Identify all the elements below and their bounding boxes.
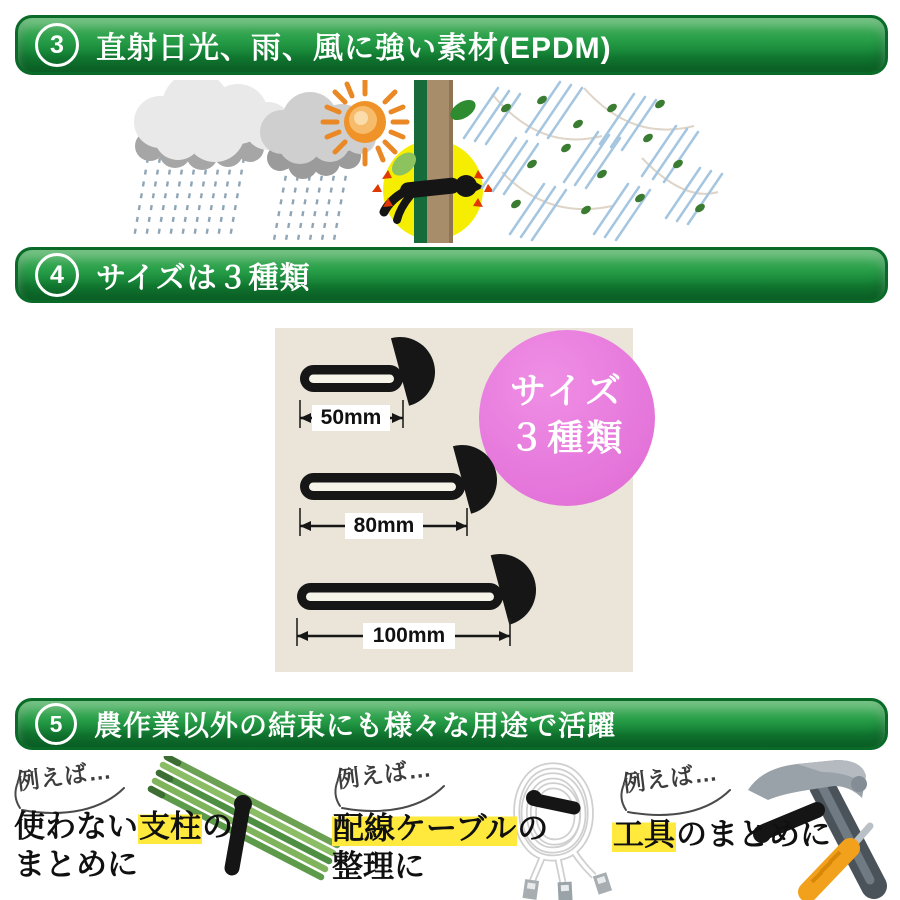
heading-line-1 [332, 810, 548, 848]
size-label-50mm: 50mm [312, 405, 390, 431]
heading-segment: の [517, 811, 549, 846]
tied-branch-icon [372, 80, 494, 243]
wind-icon [464, 82, 722, 240]
example-stakes [10, 756, 325, 900]
section-4-title: サイズは３種類 [96, 262, 311, 295]
example-intro-bubble-text: 例えば… [620, 759, 720, 797]
example-cables [322, 756, 617, 900]
tie-size-diagram [275, 328, 633, 672]
size-variety-line1: サイズ [509, 370, 625, 411]
example-stakes-heading [14, 808, 233, 884]
example-cables-heading [332, 810, 548, 886]
heading-line-2: まとめに [14, 847, 138, 882]
size-variety-line2: ３種類 [508, 417, 626, 458]
section-5-banner [15, 698, 888, 750]
section-4-number-badge: 4 [35, 253, 79, 297]
section-3-banner [15, 15, 888, 75]
example-tools-heading [612, 816, 831, 854]
heading-segment: 使わない [14, 809, 138, 844]
heading-line-1 [612, 816, 831, 854]
example-intro-bubble-text: 例えば… [14, 757, 114, 795]
sun-icon [323, 80, 407, 164]
size-label-80mm: 80mm [345, 513, 423, 539]
heading-segment-highlight: 配線ケーブル [333, 811, 517, 846]
section-3-number-badge: 3 [35, 23, 79, 67]
heading-segment-highlight: 工具 [613, 817, 675, 852]
heading-segment: の [202, 809, 233, 844]
heading-line-2: 整理に [332, 849, 425, 884]
section-5-title: 農作業以外の結束にも様々な用途で活躍 [94, 710, 617, 741]
example-tools [612, 756, 900, 900]
size-label-100mm: 100mm [363, 623, 455, 649]
example-intro-bubble-text: 例えば… [334, 755, 434, 793]
heading-line-1 [14, 808, 233, 846]
heading-segment-highlight: 支柱 [139, 809, 201, 844]
section-5-number-badge: 5 [35, 703, 77, 745]
heading-segment: のまとめに [676, 817, 831, 852]
section-4-banner [15, 247, 888, 303]
section-3-title: 直射日光、雨、風に強い素材(EPDM) [96, 32, 612, 65]
weather-illustration [0, 80, 900, 250]
